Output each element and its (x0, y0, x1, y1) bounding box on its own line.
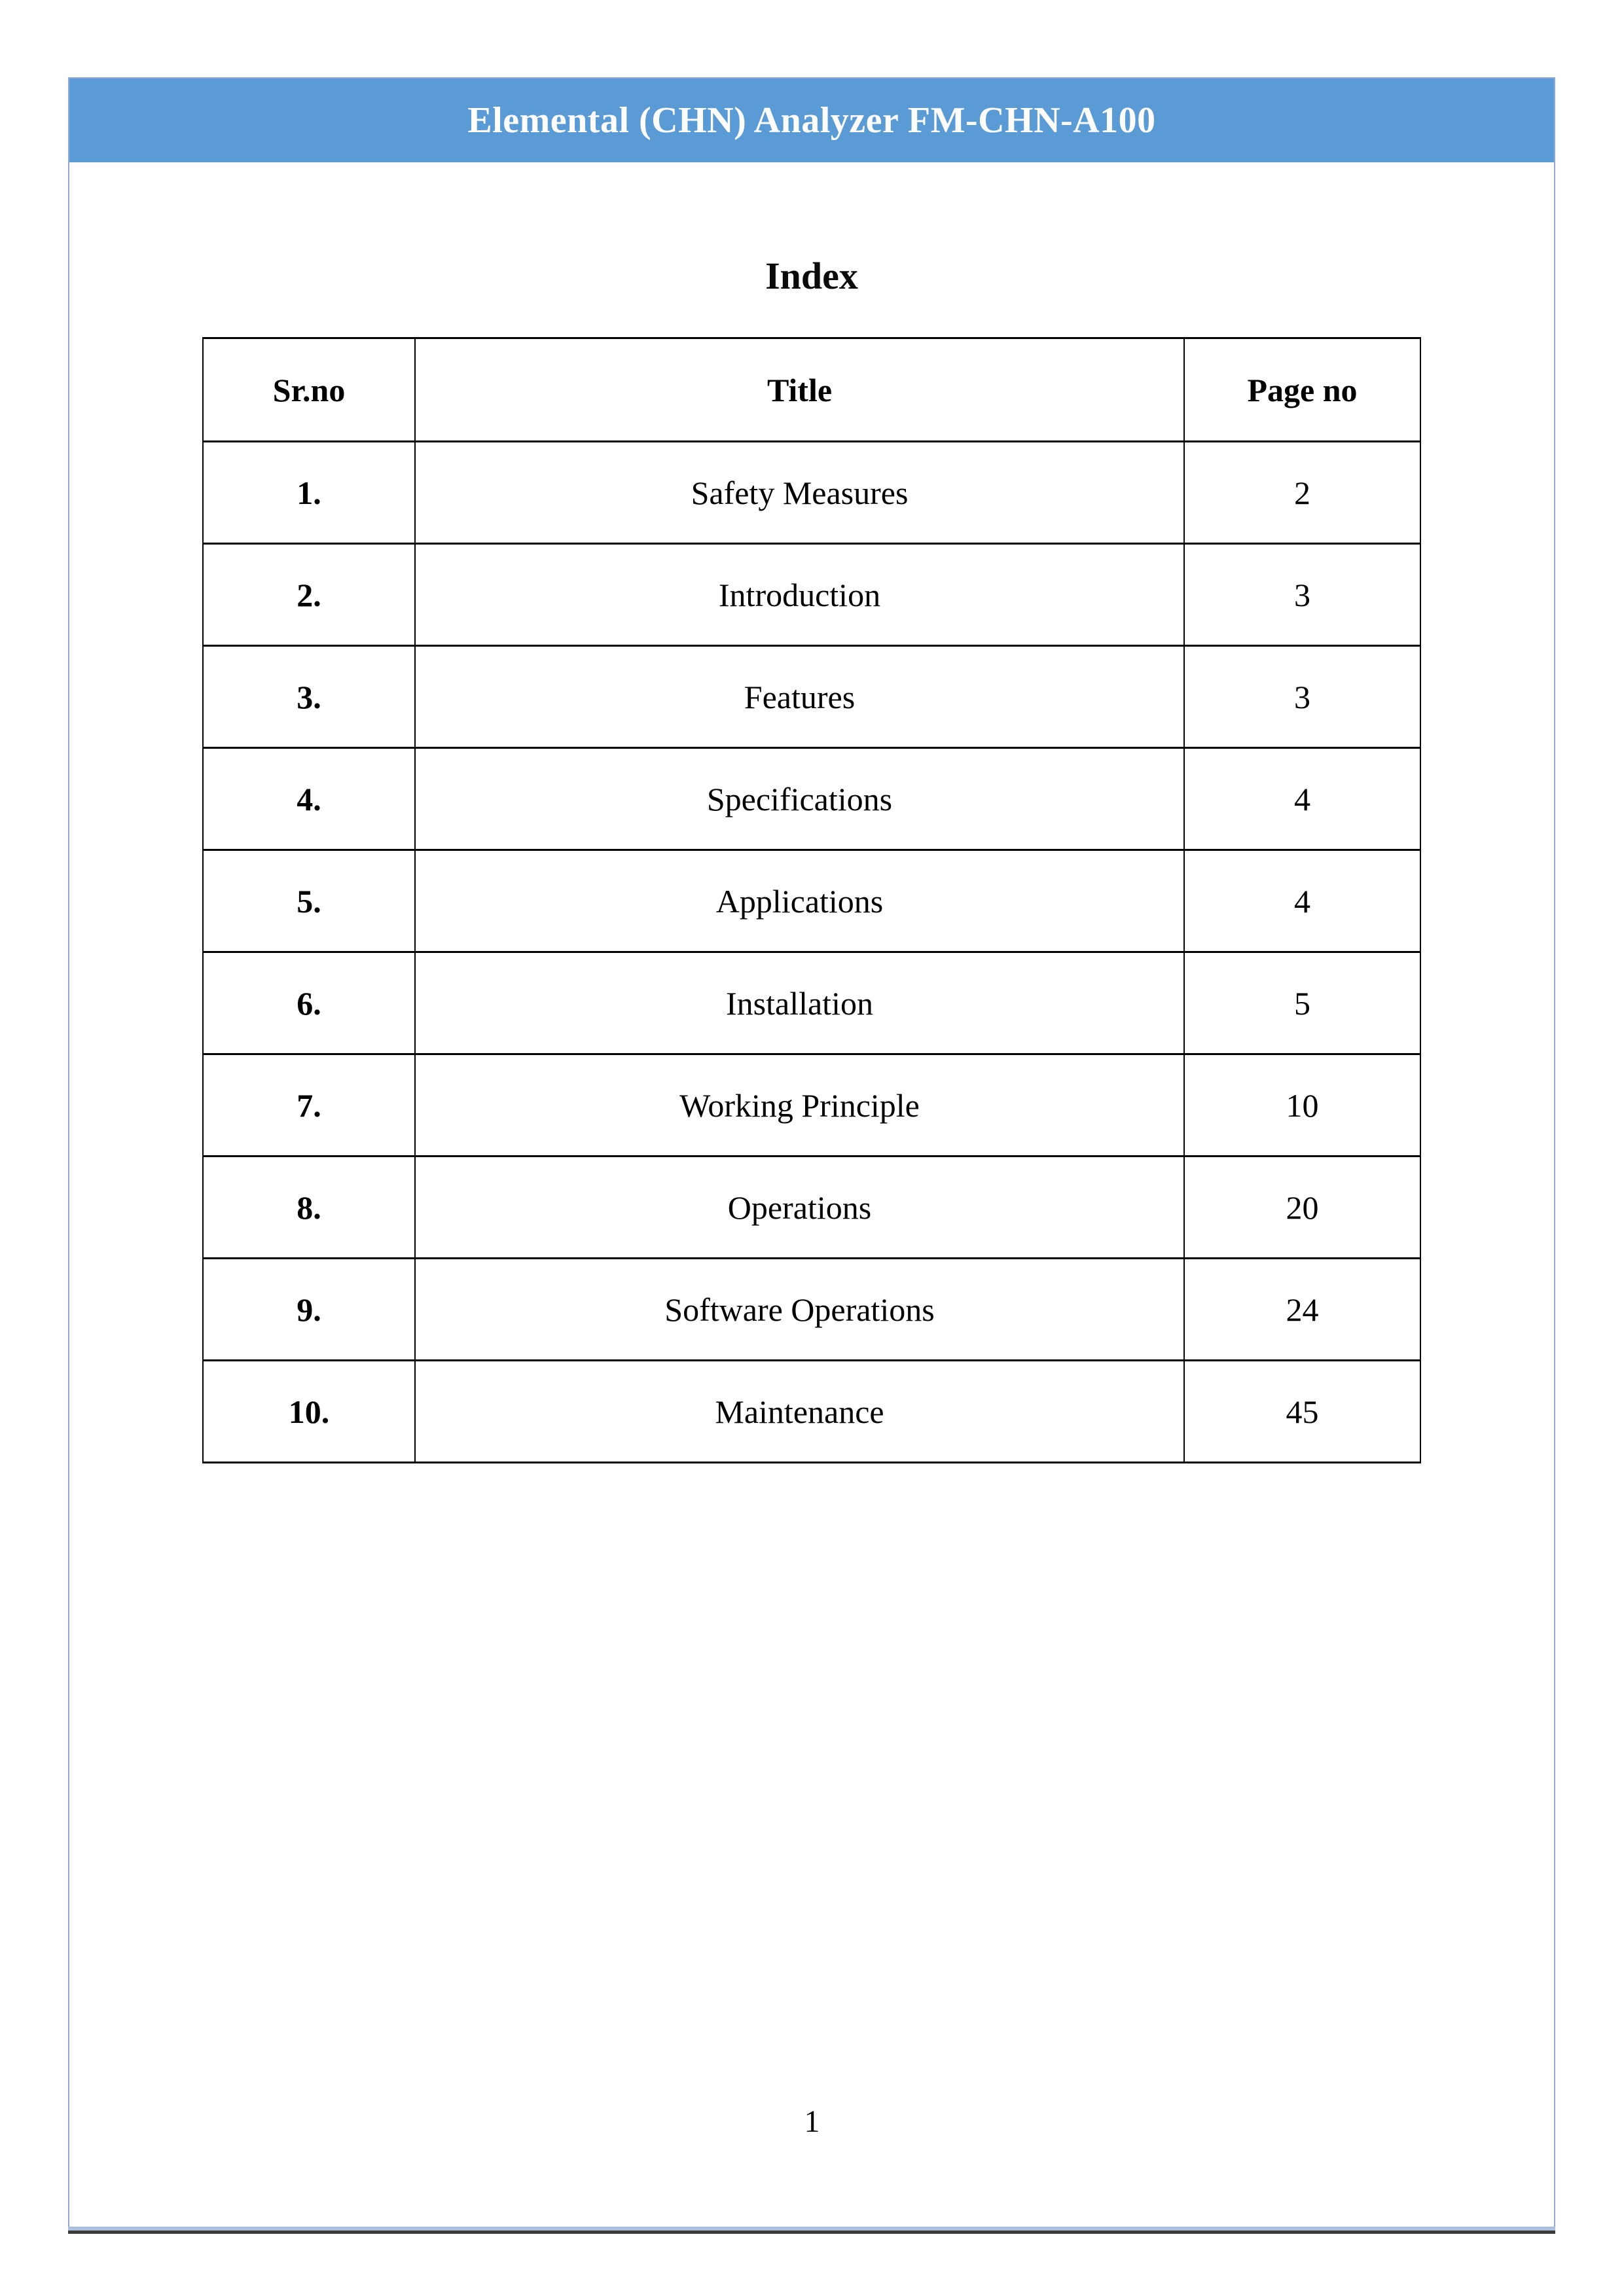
sr-cell: 9. (203, 1259, 415, 1361)
sr-cell: 7. (203, 1054, 415, 1157)
table-row (203, 1054, 1420, 1157)
document-content-box (68, 77, 1555, 2228)
title-cell: Applications (415, 850, 1184, 952)
table-row (203, 952, 1420, 1054)
document-title: Elemental (CHN) Analyzer FM-CHN-A100 (467, 100, 1156, 141)
sr-cell: 5. (203, 850, 415, 952)
page-cell: 45 (1184, 1361, 1420, 1463)
table-row (203, 1259, 1420, 1361)
title-cell: Operations (415, 1157, 1184, 1259)
title-cell: Maintenance (415, 1361, 1184, 1463)
page-cell: 4 (1184, 748, 1420, 850)
table-row (203, 748, 1420, 850)
page-cell: 5 (1184, 952, 1420, 1054)
page-cell: 24 (1184, 1259, 1420, 1361)
page-number: 1 (804, 2104, 820, 2139)
column-header-srno: Sr.no (203, 338, 415, 442)
sr-cell: 6. (203, 952, 415, 1054)
index-table-header (203, 338, 1420, 442)
title-cell: Safety Measures (415, 442, 1184, 544)
page-cell: 3 (1184, 544, 1420, 646)
column-header-pageno: Page no (1184, 338, 1420, 442)
table-row (203, 1361, 1420, 1463)
title-cell: Introduction (415, 544, 1184, 646)
table-row (203, 646, 1420, 748)
table-row (203, 850, 1420, 952)
sr-cell: 8. (203, 1157, 415, 1259)
column-header-title: Title (415, 338, 1184, 442)
page-cell: 4 (1184, 850, 1420, 952)
sr-cell: 1. (203, 442, 415, 544)
page-cell: 20 (1184, 1157, 1420, 1259)
title-cell: Installation (415, 952, 1184, 1054)
title-cell: Working Principle (415, 1054, 1184, 1157)
sr-cell: 3. (203, 646, 415, 748)
footer-rule (68, 2227, 1555, 2231)
title-cell: Specifications (415, 748, 1184, 850)
sr-cell: 10. (203, 1361, 415, 1463)
sr-cell: 2. (203, 544, 415, 646)
table-row (203, 442, 1420, 544)
page-cell: 10 (1184, 1054, 1420, 1157)
title-cell: Features (415, 646, 1184, 748)
index-table (202, 337, 1421, 1463)
index-heading: Index (765, 255, 858, 297)
sr-cell: 4. (203, 748, 415, 850)
table-row (203, 544, 1420, 646)
title-cell: Software Operations (415, 1259, 1184, 1361)
table-header-row (203, 338, 1420, 442)
table-row (203, 1157, 1420, 1259)
page-cell: 3 (1184, 646, 1420, 748)
page-cell: 2 (1184, 442, 1420, 544)
document-header-bar (69, 79, 1554, 162)
index-table-body (203, 442, 1420, 1463)
